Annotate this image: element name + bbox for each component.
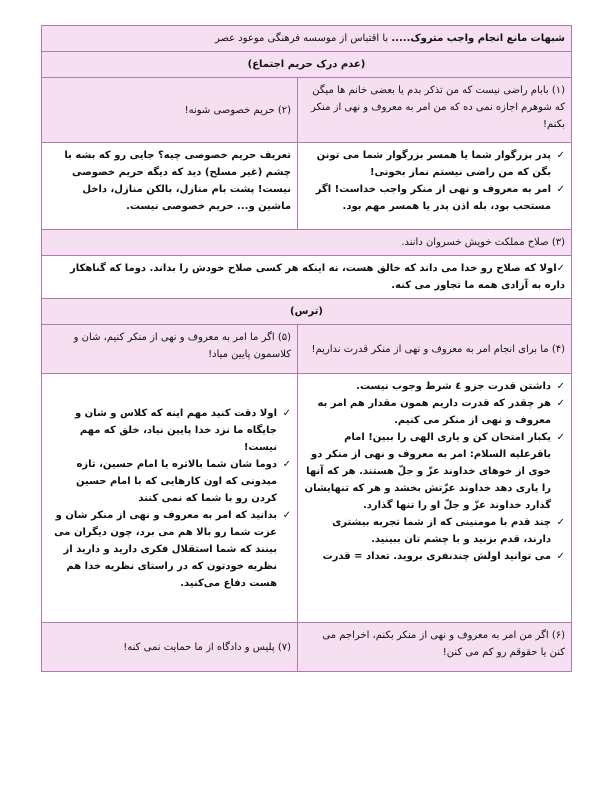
document-page bbox=[41, 25, 571, 672]
answer-1-item: ✓ پدر بزرگوار شما یا همسر بزرگوار شما می تونن بگن که من راضی نیستم نماز بخونی! bbox=[304, 147, 565, 181]
answer-5-item: ✓ دوما شان شما بالاتره یا امام حسین، تازه میدونی که اون کارهایی که با امام حسین کردن رو با شما که نمی کنند bbox=[48, 456, 291, 507]
doubt-1: (۱) بابام راضی نیست که من تذکر بدم یا بعضی خانم ها میگن که شوهرم اجازه نمی ده که من امر به معروف و نهی از منکر بکنم! bbox=[298, 78, 572, 143]
answer-4-item: ✓ داشتن قدرت جزو ٤ شرط وجوب نیست. bbox=[304, 378, 565, 395]
doubt-row-6-7 bbox=[42, 623, 572, 672]
check-icon: ✓ bbox=[556, 517, 566, 528]
check-icon: ✓ bbox=[282, 407, 292, 419]
check-icon: ✓ bbox=[556, 184, 566, 195]
doubt-7: (۷) پلیس و دادگاه از ما حمایت نمی کنه! bbox=[42, 623, 298, 672]
check-icon: ✓ bbox=[556, 398, 566, 409]
answer-4-item: ✓ یکبار امتحان کن و یاری الهی را ببین! امام باقرعلیه السلام: امر به معروف و نهی از منکر دو خوی از خوهای خداوند عزّ و جلّ هستند. هر که آنها را یاری دهد خداوند عزّتش بخشد و هر که تنهایشان گذارد خداوند عزّ و جلّ او را تنها گذارد. bbox=[304, 429, 565, 514]
document-title bbox=[42, 26, 572, 52]
check-icon: ✓ bbox=[556, 150, 566, 161]
doubt-3: (۳) صلاح مملکت خویش خسروان دانند. bbox=[42, 230, 572, 256]
check-icon: ✓ bbox=[556, 381, 566, 392]
answer-3: ✓اولا که صلاح رو خدا می داند که خالق هست، نه اینکه هر کسی صلاح خودش را بداند. دوما که گناهکار داره به آزادی همه ما تجاوز می کنه. bbox=[42, 256, 572, 299]
doubt-row-3 bbox=[42, 230, 572, 256]
answer-5-item: ✓ بدانید که امر به معروف و نهی از منکر شان و عزت شما رو بالا هم می برد، چون دیگران می بینند که شما استقلال فکری دارید و دارید از نظریه خودتون که در راستای نظریه خدا هم هست دفاع می‌کنید. bbox=[48, 507, 291, 592]
answer-4-item: ✓ چند قدم با مومنینی که از شما تجربه بیشتری دارند، قدم بزنید و با چشم تان ببینید. bbox=[304, 514, 565, 548]
doubt-row-1-2 bbox=[42, 78, 572, 143]
answer-row-4-5 bbox=[42, 374, 572, 623]
check-icon: ✓ bbox=[556, 551, 566, 562]
section-row-privacy bbox=[42, 52, 572, 78]
doubts-table bbox=[41, 25, 572, 672]
answer-4-item: ✓ هر چقدر که قدرت داریم همون مقدار هم امر به معروف و نهی از منکر می کنیم. bbox=[304, 395, 565, 429]
answer-row-1-2 bbox=[42, 143, 572, 230]
answer-1-item: ✓ امر به معروف و نهی از منکر واجب خداست! اگر مستحب بود، بله اذن پدر یا همسر مهم بود. bbox=[304, 181, 565, 215]
answer-1 bbox=[298, 143, 572, 230]
answer-2: تعریف حریم خصوصی چیه؟ جایی رو که بشه با چشم (غیر مسلح) دید که دیگه حریم خصوصی نیست! پشت بام منازل، بالکن منازل، داخل ماشین و... حریم خصوصی نیست. bbox=[42, 143, 298, 230]
answer-1-list bbox=[304, 147, 565, 215]
check-icon: ✓ bbox=[282, 509, 292, 521]
header-row bbox=[42, 26, 572, 52]
check-icon: ✓ bbox=[556, 263, 566, 274]
answer-4-list bbox=[304, 378, 565, 565]
answer-5 bbox=[42, 374, 298, 623]
answer-row-3 bbox=[42, 256, 572, 299]
check-icon: ✓ bbox=[282, 458, 292, 470]
doubt-2: (۲) حریم خصوصی شونه! bbox=[42, 78, 298, 143]
answer-4-item: ✓ می توانید اولش چندنفری بروید. تعداد = قدرت bbox=[304, 548, 565, 565]
title-source: با اقتباس از موسسه فرهنگی موعود عصر bbox=[214, 33, 392, 44]
check-icon: ✓ bbox=[556, 432, 566, 443]
doubt-4: (۴) ما برای انجام امر به معروف و نهی از منکر قدرت نداریم! bbox=[298, 325, 572, 374]
doubt-6: (۶) اگر من امر به معروف و نهی از منکر بکنم، اخراجم می کنن یا حقوقم رو کم می کنن! bbox=[298, 623, 572, 672]
doubt-row-4-5 bbox=[42, 325, 572, 374]
answer-5-item: ✓ اولا دقت کنید مهم اینه که کلاس و شان و جایگاه ما نزد خدا پایین نیاد، خلق که مهم نیست! bbox=[48, 405, 291, 456]
title-bold: شبهات مانع انجام واجب متروک..... bbox=[391, 33, 566, 44]
section-row-fear bbox=[42, 299, 572, 325]
section-title-fear: (ترس) bbox=[42, 299, 572, 325]
section-title-privacy: (عدم درک حریم اجتماع) bbox=[42, 52, 572, 78]
answer-5-list bbox=[48, 405, 291, 592]
doubt-5: (۵) اگر ما امر به معروف و نهی از منکر کنیم، شان و کلاسمون پایین میاد! bbox=[42, 325, 298, 374]
answer-4 bbox=[298, 374, 572, 623]
